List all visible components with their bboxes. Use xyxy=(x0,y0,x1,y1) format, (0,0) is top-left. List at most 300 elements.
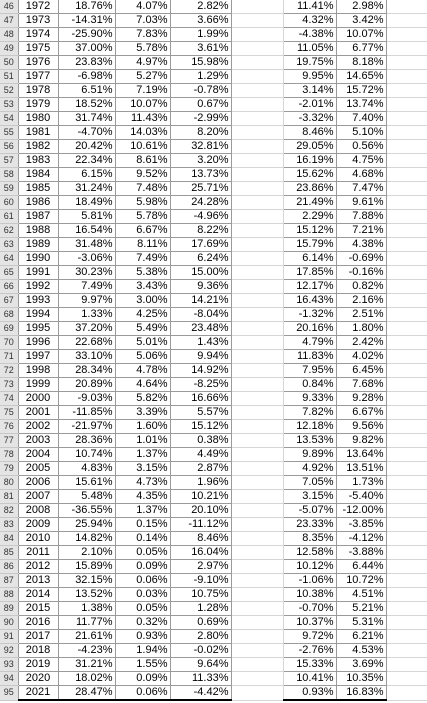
cell-return-1[interactable]: 22.68% xyxy=(58,336,115,350)
row-header[interactable]: 95 xyxy=(0,686,18,701)
cell-empty[interactable] xyxy=(231,84,283,98)
cell-return-5[interactable]: 0.82% xyxy=(336,280,386,294)
row-header[interactable]: 56 xyxy=(0,140,18,154)
cell-return-5[interactable]: -0.16% xyxy=(336,266,386,280)
cell-year[interactable]: 2015 xyxy=(18,602,58,616)
cell-return-5[interactable]: 3.69% xyxy=(336,658,386,672)
cell-return-4[interactable]: 10.38% xyxy=(283,588,336,602)
row-header[interactable]: 85 xyxy=(0,546,18,560)
cell-return-5[interactable]: 4.02% xyxy=(336,350,386,364)
cell-return-2[interactable]: 0.05% xyxy=(115,546,170,560)
cell-empty[interactable] xyxy=(386,434,427,448)
cell-return-5[interactable]: 6.21% xyxy=(336,630,386,644)
cell-return-4[interactable]: -2.76% xyxy=(283,644,336,658)
row-header[interactable]: 77 xyxy=(0,434,18,448)
cell-year[interactable]: 2013 xyxy=(18,574,58,588)
cell-year[interactable]: 2005 xyxy=(18,462,58,476)
cell-year[interactable]: 2006 xyxy=(18,476,58,490)
cell-return-1[interactable]: 31.24% xyxy=(58,182,115,196)
cell-return-3[interactable]: 0.38% xyxy=(170,434,231,448)
cell-return-4[interactable]: 15.33% xyxy=(283,658,336,672)
cell-return-1[interactable]: 31.21% xyxy=(58,658,115,672)
cell-return-3[interactable]: 15.12% xyxy=(170,420,231,434)
cell-return-3[interactable]: 4.49% xyxy=(170,448,231,462)
cell-return-5[interactable]: 3.42% xyxy=(336,14,386,28)
cell-return-5[interactable]: 2.98% xyxy=(336,0,386,14)
cell-return-1[interactable]: -36.55% xyxy=(58,504,115,518)
cell-empty[interactable] xyxy=(386,280,427,294)
row-header[interactable]: 61 xyxy=(0,210,18,224)
cell-empty[interactable] xyxy=(386,448,427,462)
cell-year[interactable]: 1993 xyxy=(18,294,58,308)
cell-empty[interactable] xyxy=(386,686,427,701)
cell-year[interactable]: 1973 xyxy=(18,14,58,28)
row-header[interactable]: 57 xyxy=(0,154,18,168)
cell-empty[interactable] xyxy=(386,294,427,308)
cell-empty[interactable] xyxy=(386,490,427,504)
cell-empty[interactable] xyxy=(231,308,283,322)
cell-empty[interactable] xyxy=(386,616,427,630)
cell-return-1[interactable]: -21.97% xyxy=(58,420,115,434)
cell-return-4[interactable]: 10.12% xyxy=(283,560,336,574)
row-header[interactable]: 83 xyxy=(0,518,18,532)
cell-return-3[interactable]: 6.24% xyxy=(170,252,231,266)
cell-return-5[interactable]: 16.83% xyxy=(336,686,386,701)
cell-return-5[interactable]: 4.51% xyxy=(336,588,386,602)
cell-return-3[interactable]: 1.99% xyxy=(170,28,231,42)
cell-return-4[interactable]: -0.70% xyxy=(283,602,336,616)
cell-empty[interactable] xyxy=(231,392,283,406)
row-header[interactable]: 54 xyxy=(0,112,18,126)
cell-empty[interactable] xyxy=(231,588,283,602)
cell-return-4[interactable]: 0.93% xyxy=(283,686,336,701)
cell-return-2[interactable]: 0.06% xyxy=(115,574,170,588)
cell-return-3[interactable]: 16.04% xyxy=(170,546,231,560)
cell-empty[interactable] xyxy=(231,630,283,644)
cell-return-5[interactable]: 5.31% xyxy=(336,616,386,630)
cell-return-2[interactable]: 14.03% xyxy=(115,126,170,140)
cell-return-1[interactable]: 25.94% xyxy=(58,518,115,532)
cell-empty[interactable] xyxy=(386,392,427,406)
cell-empty[interactable] xyxy=(231,462,283,476)
cell-year[interactable]: 2001 xyxy=(18,406,58,420)
cell-return-5[interactable]: -12.00% xyxy=(336,504,386,518)
cell-return-4[interactable]: -3.32% xyxy=(283,112,336,126)
cell-empty[interactable] xyxy=(386,406,427,420)
cell-return-3[interactable]: 13.73% xyxy=(170,168,231,182)
cell-empty[interactable] xyxy=(231,504,283,518)
cell-return-2[interactable]: 5.49% xyxy=(115,322,170,336)
row-header[interactable]: 88 xyxy=(0,588,18,602)
cell-return-1[interactable]: -6.98% xyxy=(58,70,115,84)
cell-return-4[interactable]: -1.06% xyxy=(283,574,336,588)
cell-return-3[interactable]: -0.02% xyxy=(170,644,231,658)
cell-return-2[interactable]: 1.37% xyxy=(115,504,170,518)
cell-return-4[interactable]: 13.53% xyxy=(283,434,336,448)
cell-return-3[interactable]: 3.61% xyxy=(170,42,231,56)
cell-return-5[interactable]: 10.72% xyxy=(336,574,386,588)
cell-return-2[interactable]: 0.03% xyxy=(115,588,170,602)
cell-return-3[interactable]: 9.94% xyxy=(170,350,231,364)
cell-return-1[interactable]: 20.42% xyxy=(58,140,115,154)
cell-return-2[interactable]: 8.11% xyxy=(115,238,170,252)
cell-return-4[interactable]: 11.05% xyxy=(283,42,336,56)
cell-empty[interactable] xyxy=(231,112,283,126)
cell-return-4[interactable]: 15.79% xyxy=(283,238,336,252)
cell-return-2[interactable]: 5.98% xyxy=(115,196,170,210)
cell-empty[interactable] xyxy=(386,70,427,84)
cell-empty[interactable] xyxy=(386,560,427,574)
row-header[interactable]: 48 xyxy=(0,28,18,42)
cell-empty[interactable] xyxy=(386,588,427,602)
cell-return-5[interactable]: 4.53% xyxy=(336,644,386,658)
cell-return-4[interactable]: 7.95% xyxy=(283,364,336,378)
cell-return-3[interactable]: -8.25% xyxy=(170,378,231,392)
cell-year[interactable]: 1981 xyxy=(18,126,58,140)
cell-year[interactable]: 2017 xyxy=(18,630,58,644)
cell-return-4[interactable]: 3.15% xyxy=(283,490,336,504)
cell-year[interactable]: 2004 xyxy=(18,448,58,462)
cell-return-1[interactable]: 22.34% xyxy=(58,154,115,168)
cell-return-1[interactable]: 15.61% xyxy=(58,476,115,490)
cell-empty[interactable] xyxy=(231,532,283,546)
cell-year[interactable]: 2016 xyxy=(18,616,58,630)
cell-return-3[interactable]: 24.28% xyxy=(170,196,231,210)
cell-return-2[interactable]: 1.37% xyxy=(115,448,170,462)
cell-empty[interactable] xyxy=(231,336,283,350)
cell-return-4[interactable]: 9.89% xyxy=(283,448,336,462)
cell-return-4[interactable]: 2.29% xyxy=(283,210,336,224)
cell-return-1[interactable]: 13.52% xyxy=(58,588,115,602)
cell-year[interactable]: 1990 xyxy=(18,252,58,266)
row-header[interactable]: 94 xyxy=(0,672,18,686)
cell-return-5[interactable]: 13.74% xyxy=(336,98,386,112)
cell-return-4[interactable]: 8.46% xyxy=(283,126,336,140)
cell-return-2[interactable]: 0.09% xyxy=(115,560,170,574)
cell-return-1[interactable]: 28.47% xyxy=(58,686,115,701)
cell-empty[interactable] xyxy=(231,140,283,154)
cell-return-3[interactable]: 5.57% xyxy=(170,406,231,420)
row-header[interactable]: 49 xyxy=(0,42,18,56)
cell-return-5[interactable]: 5.10% xyxy=(336,126,386,140)
cell-return-4[interactable]: 4.79% xyxy=(283,336,336,350)
cell-year[interactable]: 1989 xyxy=(18,238,58,252)
cell-return-5[interactable]: -0.69% xyxy=(336,252,386,266)
cell-empty[interactable] xyxy=(386,602,427,616)
cell-return-4[interactable]: 3.14% xyxy=(283,84,336,98)
cell-empty[interactable] xyxy=(231,294,283,308)
cell-return-1[interactable]: 7.49% xyxy=(58,280,115,294)
cell-return-3[interactable]: 1.29% xyxy=(170,70,231,84)
cell-return-5[interactable]: 7.88% xyxy=(336,210,386,224)
cell-return-3[interactable]: 17.69% xyxy=(170,238,231,252)
cell-year[interactable]: 1982 xyxy=(18,140,58,154)
cell-return-2[interactable]: 3.43% xyxy=(115,280,170,294)
cell-return-2[interactable]: 5.01% xyxy=(115,336,170,350)
cell-return-4[interactable]: 20.16% xyxy=(283,322,336,336)
cell-year[interactable]: 2007 xyxy=(18,490,58,504)
cell-return-1[interactable]: 31.74% xyxy=(58,112,115,126)
cell-return-3[interactable]: 3.20% xyxy=(170,154,231,168)
cell-empty[interactable] xyxy=(386,252,427,266)
cell-return-1[interactable]: 30.23% xyxy=(58,266,115,280)
cell-return-2[interactable]: 6.67% xyxy=(115,224,170,238)
cell-return-1[interactable]: 1.38% xyxy=(58,602,115,616)
cell-return-3[interactable]: 0.69% xyxy=(170,616,231,630)
cell-return-5[interactable]: 9.82% xyxy=(336,434,386,448)
cell-return-3[interactable]: 0.67% xyxy=(170,98,231,112)
cell-empty[interactable] xyxy=(386,126,427,140)
cell-return-2[interactable]: 5.78% xyxy=(115,210,170,224)
cell-return-5[interactable]: 7.47% xyxy=(336,182,386,196)
row-header[interactable]: 52 xyxy=(0,84,18,98)
cell-return-1[interactable]: 23.83% xyxy=(58,56,115,70)
cell-return-3[interactable]: 2.80% xyxy=(170,630,231,644)
cell-return-3[interactable]: 14.21% xyxy=(170,294,231,308)
cell-return-1[interactable]: 16.54% xyxy=(58,224,115,238)
row-header[interactable]: 74 xyxy=(0,392,18,406)
cell-empty[interactable] xyxy=(231,560,283,574)
cell-return-4[interactable]: 16.43% xyxy=(283,294,336,308)
cell-return-4[interactable]: 23.33% xyxy=(283,518,336,532)
row-header[interactable]: 62 xyxy=(0,224,18,238)
cell-return-2[interactable]: 3.00% xyxy=(115,294,170,308)
cell-empty[interactable] xyxy=(386,238,427,252)
cell-return-3[interactable]: 8.20% xyxy=(170,126,231,140)
row-header[interactable]: 51 xyxy=(0,70,18,84)
cell-return-2[interactable]: 1.01% xyxy=(115,434,170,448)
cell-year[interactable]: 1997 xyxy=(18,350,58,364)
cell-empty[interactable] xyxy=(231,56,283,70)
cell-year[interactable]: 2002 xyxy=(18,420,58,434)
cell-return-2[interactable]: 1.55% xyxy=(115,658,170,672)
row-header[interactable]: 73 xyxy=(0,378,18,392)
cell-empty[interactable] xyxy=(386,182,427,196)
cell-empty[interactable] xyxy=(231,350,283,364)
cell-empty[interactable] xyxy=(231,686,283,701)
cell-empty[interactable] xyxy=(386,224,427,238)
cell-year[interactable]: 1987 xyxy=(18,210,58,224)
cell-return-5[interactable]: 15.72% xyxy=(336,84,386,98)
cell-return-3[interactable]: -0.78% xyxy=(170,84,231,98)
row-header[interactable]: 76 xyxy=(0,420,18,434)
cell-return-5[interactable]: -3.85% xyxy=(336,518,386,532)
cell-empty[interactable] xyxy=(231,0,283,14)
cell-return-2[interactable]: 5.82% xyxy=(115,392,170,406)
cell-return-3[interactable]: 8.46% xyxy=(170,532,231,546)
cell-empty[interactable] xyxy=(231,420,283,434)
cell-return-5[interactable]: -4.12% xyxy=(336,532,386,546)
cell-empty[interactable] xyxy=(386,112,427,126)
cell-return-2[interactable]: 0.05% xyxy=(115,602,170,616)
cell-return-2[interactable]: 8.61% xyxy=(115,154,170,168)
cell-year[interactable]: 2018 xyxy=(18,644,58,658)
row-header[interactable]: 82 xyxy=(0,504,18,518)
cell-return-2[interactable]: 4.07% xyxy=(115,0,170,14)
cell-empty[interactable] xyxy=(386,154,427,168)
row-header[interactable]: 89 xyxy=(0,602,18,616)
cell-return-2[interactable]: 0.09% xyxy=(115,672,170,686)
cell-return-3[interactable]: 32.81% xyxy=(170,140,231,154)
cell-return-5[interactable]: 7.40% xyxy=(336,112,386,126)
cell-return-2[interactable]: 3.39% xyxy=(115,406,170,420)
cell-return-2[interactable]: 4.35% xyxy=(115,490,170,504)
cell-empty[interactable] xyxy=(231,406,283,420)
cell-empty[interactable] xyxy=(231,672,283,686)
cell-return-2[interactable]: 0.06% xyxy=(115,686,170,701)
cell-return-4[interactable]: 4.92% xyxy=(283,462,336,476)
cell-empty[interactable] xyxy=(386,532,427,546)
cell-return-5[interactable]: -3.88% xyxy=(336,546,386,560)
cell-return-4[interactable]: 0.84% xyxy=(283,378,336,392)
cell-return-4[interactable]: 10.41% xyxy=(283,672,336,686)
cell-return-3[interactable]: -9.10% xyxy=(170,574,231,588)
cell-return-3[interactable]: 15.00% xyxy=(170,266,231,280)
cell-return-1[interactable]: 5.48% xyxy=(58,490,115,504)
cell-return-1[interactable]: 31.48% xyxy=(58,238,115,252)
cell-year[interactable]: 1985 xyxy=(18,182,58,196)
cell-empty[interactable] xyxy=(231,266,283,280)
cell-empty[interactable] xyxy=(386,322,427,336)
cell-empty[interactable] xyxy=(386,574,427,588)
cell-return-2[interactable]: 1.60% xyxy=(115,420,170,434)
cell-return-3[interactable]: 10.75% xyxy=(170,588,231,602)
cell-return-1[interactable]: 21.61% xyxy=(58,630,115,644)
cell-return-3[interactable]: 1.96% xyxy=(170,476,231,490)
cell-return-1[interactable]: 15.89% xyxy=(58,560,115,574)
cell-year[interactable]: 1998 xyxy=(18,364,58,378)
cell-year[interactable]: 1996 xyxy=(18,336,58,350)
row-header[interactable]: 90 xyxy=(0,616,18,630)
cell-return-5[interactable]: 2.51% xyxy=(336,308,386,322)
cell-return-1[interactable]: 6.51% xyxy=(58,84,115,98)
cell-return-5[interactable]: 9.61% xyxy=(336,196,386,210)
cell-empty[interactable] xyxy=(386,14,427,28)
cell-empty[interactable] xyxy=(231,42,283,56)
cell-empty[interactable] xyxy=(231,98,283,112)
cell-empty[interactable] xyxy=(386,476,427,490)
row-header[interactable]: 92 xyxy=(0,644,18,658)
cell-return-1[interactable]: 14.82% xyxy=(58,532,115,546)
cell-return-3[interactable]: -4.42% xyxy=(170,686,231,701)
cell-year[interactable]: 1977 xyxy=(18,70,58,84)
cell-return-3[interactable]: 2.82% xyxy=(170,0,231,14)
cell-return-2[interactable]: 4.78% xyxy=(115,364,170,378)
cell-return-5[interactable]: 7.68% xyxy=(336,378,386,392)
cell-empty[interactable] xyxy=(231,126,283,140)
cell-empty[interactable] xyxy=(386,336,427,350)
cell-year[interactable]: 1978 xyxy=(18,84,58,98)
cell-empty[interactable] xyxy=(231,28,283,42)
cell-empty[interactable] xyxy=(386,630,427,644)
cell-return-5[interactable]: 4.68% xyxy=(336,168,386,182)
cell-empty[interactable] xyxy=(231,14,283,28)
cell-empty[interactable] xyxy=(231,210,283,224)
cell-return-4[interactable]: -1.32% xyxy=(283,308,336,322)
cell-return-3[interactable]: -11.12% xyxy=(170,518,231,532)
row-header[interactable]: 60 xyxy=(0,196,18,210)
cell-empty[interactable] xyxy=(386,518,427,532)
row-header[interactable]: 68 xyxy=(0,308,18,322)
cell-return-4[interactable]: 17.85% xyxy=(283,266,336,280)
cell-return-5[interactable]: -5.40% xyxy=(336,490,386,504)
cell-return-1[interactable]: 18.52% xyxy=(58,98,115,112)
cell-year[interactable]: 1979 xyxy=(18,98,58,112)
cell-return-4[interactable]: -4.38% xyxy=(283,28,336,42)
cell-return-1[interactable]: 11.77% xyxy=(58,616,115,630)
cell-return-1[interactable]: 32.15% xyxy=(58,574,115,588)
cell-empty[interactable] xyxy=(231,280,283,294)
cell-return-4[interactable]: 12.17% xyxy=(283,280,336,294)
cell-empty[interactable] xyxy=(231,182,283,196)
cell-empty[interactable] xyxy=(231,378,283,392)
cell-empty[interactable] xyxy=(231,448,283,462)
cell-return-3[interactable]: 3.66% xyxy=(170,14,231,28)
cell-empty[interactable] xyxy=(386,364,427,378)
cell-return-2[interactable]: 0.93% xyxy=(115,630,170,644)
cell-return-2[interactable]: 3.15% xyxy=(115,462,170,476)
cell-year[interactable]: 1986 xyxy=(18,196,58,210)
cell-return-3[interactable]: 25.71% xyxy=(170,182,231,196)
cell-year[interactable]: 2008 xyxy=(18,504,58,518)
cell-return-2[interactable]: 7.48% xyxy=(115,182,170,196)
cell-return-5[interactable]: 14.65% xyxy=(336,70,386,84)
cell-return-1[interactable]: -25.90% xyxy=(58,28,115,42)
row-header[interactable]: 58 xyxy=(0,168,18,182)
cell-empty[interactable] xyxy=(386,28,427,42)
row-header[interactable]: 63 xyxy=(0,238,18,252)
cell-empty[interactable] xyxy=(231,490,283,504)
cell-return-3[interactable]: 9.64% xyxy=(170,658,231,672)
cell-return-5[interactable]: 10.35% xyxy=(336,672,386,686)
cell-empty[interactable] xyxy=(386,658,427,672)
cell-return-1[interactable]: 6.15% xyxy=(58,168,115,182)
cell-empty[interactable] xyxy=(386,378,427,392)
cell-year[interactable]: 1999 xyxy=(18,378,58,392)
cell-return-5[interactable]: 6.77% xyxy=(336,42,386,56)
cell-empty[interactable] xyxy=(231,224,283,238)
cell-empty[interactable] xyxy=(231,616,283,630)
cell-return-1[interactable]: 9.97% xyxy=(58,294,115,308)
cell-return-2[interactable]: 0.32% xyxy=(115,616,170,630)
row-header[interactable]: 70 xyxy=(0,336,18,350)
cell-return-4[interactable]: 29.05% xyxy=(283,140,336,154)
cell-return-2[interactable]: 4.64% xyxy=(115,378,170,392)
cell-empty[interactable] xyxy=(386,98,427,112)
cell-return-5[interactable]: 4.75% xyxy=(336,154,386,168)
cell-empty[interactable] xyxy=(231,602,283,616)
cell-return-5[interactable]: 5.21% xyxy=(336,602,386,616)
cell-year[interactable]: 2000 xyxy=(18,392,58,406)
cell-year[interactable]: 2010 xyxy=(18,532,58,546)
cell-return-1[interactable]: 28.36% xyxy=(58,434,115,448)
cell-return-4[interactable]: 9.95% xyxy=(283,70,336,84)
cell-year[interactable]: 1974 xyxy=(18,28,58,42)
cell-empty[interactable] xyxy=(231,70,283,84)
cell-return-2[interactable]: 0.14% xyxy=(115,532,170,546)
cell-return-4[interactable]: 11.83% xyxy=(283,350,336,364)
cell-return-4[interactable]: 15.62% xyxy=(283,168,336,182)
row-header[interactable]: 78 xyxy=(0,448,18,462)
cell-return-5[interactable]: 13.51% xyxy=(336,462,386,476)
cell-empty[interactable] xyxy=(231,644,283,658)
cell-empty[interactable] xyxy=(386,644,427,658)
cell-empty[interactable] xyxy=(231,196,283,210)
cell-return-5[interactable]: 9.56% xyxy=(336,420,386,434)
cell-return-4[interactable]: 10.37% xyxy=(283,616,336,630)
cell-return-1[interactable]: 1.33% xyxy=(58,308,115,322)
cell-empty[interactable] xyxy=(231,154,283,168)
